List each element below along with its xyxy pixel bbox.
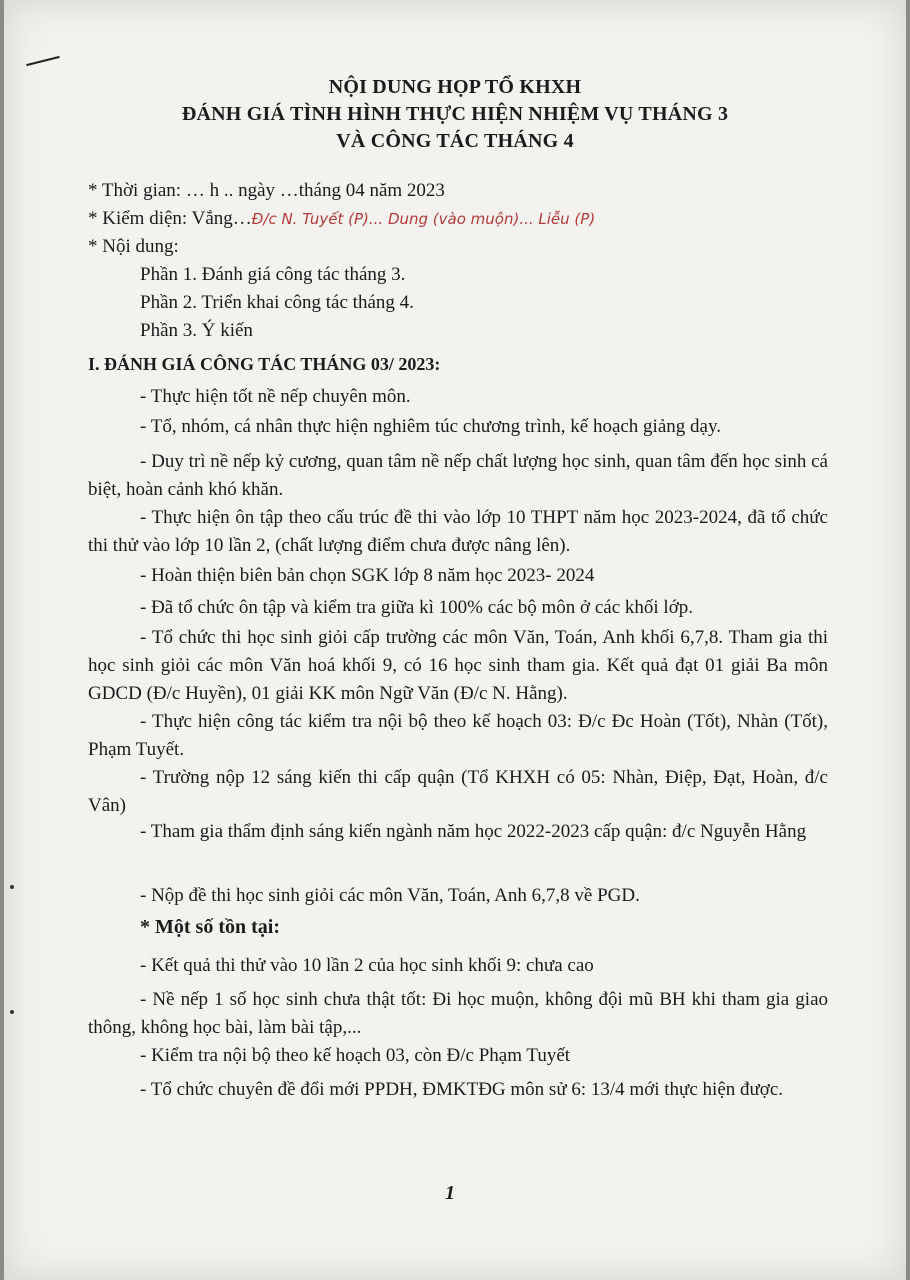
attendance-handwritten: Đ/c N. Tuyết (P)... Dung (vào muộn)... Liễu (P) xyxy=(251,210,596,228)
section-heading: I. ĐÁNH GIÁ CÔNG TÁC THÁNG 03/ 2023: xyxy=(88,354,441,374)
list-item: - Thực hiện công tác kiểm tra nội bộ theo kế hoạch 03: Đ/c Đc Hoàn (Tốt), Nhàn (Tốt), Phạm Tuyết. xyxy=(88,711,828,760)
attendance xyxy=(88,208,595,230)
issue-item: - Kiểm tra nội bộ theo kế hoạch 03, còn Đ/c Phạm Tuyết xyxy=(140,1045,571,1066)
agenda-part: Phần 1. Đánh giá công tác tháng 3. xyxy=(140,264,406,285)
list-item: - Thực hiện tốt nề nếp chuyên môn. xyxy=(140,386,411,407)
agenda-part: Phần 2. Triển khai công tác tháng 4. xyxy=(140,292,414,313)
list-item: - Đã tổ chức ôn tập và kiểm tra giữa kì 100% các bộ môn ở các khối lớp. xyxy=(140,597,693,618)
issues-heading: * Một số tồn tại: xyxy=(140,916,280,938)
meeting-time: * Thời gian: … h .. ngày …tháng 04 năm 2023 xyxy=(88,180,445,201)
issue-item: - Tổ chức chuyên đề đổi mới PPDH, ĐMKTĐG môn sử 6: 13/4 mới thực hiện được. xyxy=(140,1079,784,1100)
agenda-part: Phần 3. Ý kiến xyxy=(140,320,253,341)
document-title: NỘI DUNG HỌP TỔ KHXH xyxy=(328,76,582,98)
edge-dot xyxy=(10,1010,14,1014)
pen-mark xyxy=(26,56,59,66)
document-subtitle-2: VÀ CÔNG TÁC THÁNG 4 xyxy=(336,130,574,152)
content-label: * Nội dung: xyxy=(88,236,179,257)
issue-item: - Kết quả thi thử vào 10 lần 2 của học sinh khối 9: chưa cao xyxy=(140,955,594,976)
list-item: - Nộp đề thi học sinh giỏi các môn Văn, Toán, Anh 6,7,8 về PGD. xyxy=(140,885,640,906)
list-item: - Tổ, nhóm, cá nhân thực hiện nghiêm túc chương trình, kế hoạch giảng dạy. xyxy=(140,416,721,437)
list-item: - Thực hiện ôn tập theo cấu trúc đề thi vào lớp 10 THPT năm học 2023-2024, đã tổ chức thi thử vào lớp 10 lần 2, (chất lượng điểm chưa được nâng lên). xyxy=(88,507,828,556)
edge-dot xyxy=(10,885,14,889)
page-number: 1 xyxy=(445,1182,455,1204)
issue-item: - Nề nếp 1 số học sinh chưa thật tốt: Đi học muộn, không đội mũ BH khi tham gia giao thông, không học bài, làm bài tập,... xyxy=(88,989,828,1038)
list-item: - Duy trì nề nếp kỷ cương, quan tâm nề nếp chất lượng học sinh, quan tâm đến học sinh cá biệt, hoàn cảnh khó khăn. xyxy=(88,451,828,500)
list-item: - Hoàn thiện biên bản chọn SGK lớp 8 năm học 2023- 2024 xyxy=(140,565,595,586)
document-subtitle: ĐÁNH GIÁ TÌNH HÌNH THỰC HIỆN NHIỆM VỤ THÁNG 3 xyxy=(181,103,729,125)
list-item: - Tham gia thẩm định sáng kiến ngành năm học 2022-2023 cấp quận: đ/c Nguyễn Hằng xyxy=(140,821,807,842)
list-item: - Trường nộp 12 sáng kiến thi cấp quận (Tổ KHXH có 05: Nhàn, Điệp, Đạt, Hoàn, đ/c Vân) xyxy=(88,767,828,816)
attendance-label: * Kiểm diện: Vắng… xyxy=(88,208,252,229)
list-item: - Tổ chức thi học sinh giỏi cấp trường các môn Văn, Toán, Anh khối 6,7,8. Tham gia thi học sinh giỏi các môn Văn hoá khối 9, có 16 học sinh tham gia. Kết quả đạt 01 giải Ba môn GDCD (Đ/c Huyền), 01 giải KK môn Ngữ Văn (Đ/c N. Hằng). xyxy=(88,627,828,704)
